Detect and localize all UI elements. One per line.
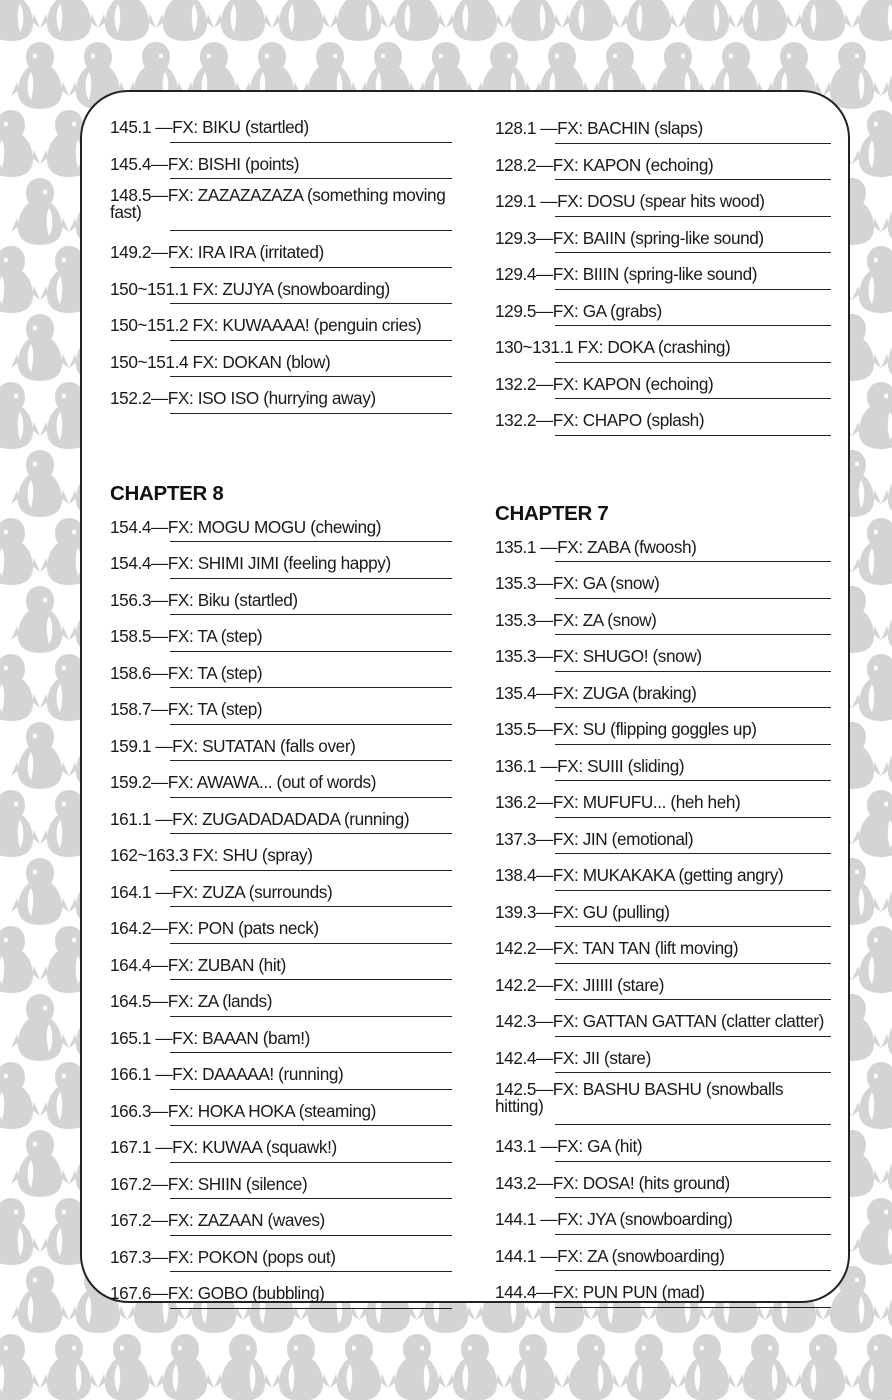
- fx-entry-underline: [555, 817, 831, 818]
- fx-entry-underline: [170, 578, 452, 579]
- left-column: [110, 114, 452, 1317]
- fx-entry-underline: [555, 744, 831, 745]
- fx-entry-text: 139.3—FX: GU (pulling): [495, 901, 670, 922]
- fx-entry: [110, 879, 452, 916]
- fx-entry: [110, 1207, 452, 1244]
- penguin-silhouette-icon: [879, 854, 892, 928]
- fx-entry-underline: [170, 178, 452, 179]
- fx-entry-underline: [170, 687, 452, 688]
- fx-entry-underline: [555, 143, 831, 144]
- fx-entry-underline: [170, 614, 452, 615]
- penguin-silhouette-icon: [879, 718, 892, 792]
- fx-entry-text: 135.3—FX: SHUGO! (snow): [495, 646, 702, 666]
- fx-entry-underline: [170, 1235, 452, 1236]
- penguin-silhouette-icon: [879, 174, 892, 248]
- right-column: [495, 115, 831, 1316]
- fx-entry-underline: [170, 1308, 452, 1309]
- fx-entry: [110, 514, 452, 551]
- fx-entry: [495, 334, 831, 371]
- penguin-silhouette-icon: [0, 922, 42, 996]
- fx-entry-text: 161.1 —FX: ZUGADADADADA (running): [110, 808, 410, 829]
- fx-entry-text: 164.2—FX: PON (pats neck): [110, 918, 319, 938]
- fx-entry-text: 132.2—FX: CHAPO (splash): [495, 410, 705, 430]
- fx-entry: [495, 607, 831, 644]
- fx-entry-underline: [170, 303, 452, 304]
- penguin-silhouette-icon: [9, 1262, 71, 1336]
- fx-entry-text: 158.7—FX: TA (step): [110, 699, 263, 719]
- fx-entry-text: 150~151.1 FX: ZUJYA (snowboarding): [110, 278, 390, 299]
- fx-entry: [110, 276, 452, 313]
- fx-entry-text: 154.4—FX: MOGU MOGU (chewing): [110, 516, 382, 537]
- fx-entry-underline: [555, 362, 831, 363]
- fx-entry-underline: [555, 671, 831, 672]
- fx-entry-text: 138.4—FX: MUKAKAKA (getting angry): [495, 865, 784, 885]
- fx-entry-text: 142.2—FX: TAN TAN (lift moving): [495, 938, 739, 958]
- fx-entry: [110, 623, 452, 660]
- fx-entry: [110, 151, 452, 188]
- fx-entry-text: 158.5—FX: TA (step): [110, 626, 263, 646]
- fx-entry-underline: [170, 1125, 452, 1126]
- penguin-silhouette-icon: [38, 1330, 100, 1400]
- fx-entry: [110, 1061, 452, 1098]
- fx-entry-underline: [555, 1197, 831, 1198]
- fx-entry: [495, 1008, 831, 1045]
- penguin-silhouette-icon: [0, 650, 42, 724]
- penguin-silhouette-icon: [850, 514, 892, 588]
- penguin-silhouette-icon: [270, 1330, 332, 1400]
- fx-entry: [110, 1025, 452, 1062]
- fx-entry-underline: [170, 1198, 452, 1199]
- fx-entry-underline: [555, 561, 831, 562]
- fx-entry-text: 132.2—FX: KAPON (echoing): [495, 373, 714, 394]
- penguin-silhouette-icon: [850, 1330, 892, 1400]
- fx-entry: [110, 806, 452, 843]
- fx-entry-text: 167.1 —FX: KUWAA (squawk!): [110, 1137, 337, 1157]
- penguin-silhouette-icon: [9, 38, 71, 112]
- fx-entry: [110, 312, 452, 349]
- penguin-silhouette-icon: [9, 1126, 71, 1200]
- fx-entry-text: 135.3—FX: ZA (snow): [495, 609, 657, 630]
- fx-entry: [495, 188, 831, 225]
- fx-entry-underline: [170, 1162, 452, 1163]
- penguin-silhouette-icon: [850, 1194, 892, 1268]
- fx-entry-text: 154.4—FX: SHIMI JIMI (feeling happy): [110, 553, 391, 573]
- fx-entry: [110, 769, 452, 806]
- fx-entry-text: 143.2—FX: DOSA! (hits ground): [495, 1172, 730, 1193]
- fx-entry-text: 136.1 —FX: SUIII (sliding): [495, 755, 685, 776]
- fx-entry-text: 167.3—FX: POKON (pops out): [110, 1246, 336, 1267]
- fx-entry: [495, 261, 831, 298]
- fx-entry-underline: [555, 707, 831, 708]
- fx-entry: [110, 733, 452, 770]
- fx-entry-text: 135.3—FX: GA (snow): [495, 573, 660, 593]
- penguin-silhouette-icon: [850, 650, 892, 724]
- fx-entry: [495, 371, 831, 408]
- penguin-silhouette-icon: [0, 786, 42, 860]
- fx-entry-text: 165.1 —FX: BAAAN (bam!): [110, 1027, 310, 1048]
- chapter-7-heading: CHAPTER 7: [495, 501, 609, 525]
- fx-entry-text: 164.4—FX: ZUBAN (hit): [110, 954, 286, 975]
- fx-entry-text: 135.5—FX: SU (flipping goggles up): [495, 719, 757, 739]
- fx-entry: [495, 1243, 831, 1280]
- penguin-silhouette-icon: [0, 242, 42, 316]
- fx-entry-underline: [555, 926, 831, 927]
- fx-entry-text: 135.1 —FX: ZABA (fwoosh): [495, 536, 697, 557]
- penguin-silhouette-icon: [444, 1330, 506, 1400]
- penguin-silhouette-icon: [879, 38, 892, 112]
- penguin-silhouette-icon: [9, 446, 71, 520]
- fx-entry: [110, 239, 452, 276]
- fx-entry-text: 167.6—FX: GOBO (bubbling): [110, 1283, 325, 1303]
- fx-entry-text: 142.3—FX: GATTAN GATTAN (clatter clatter): [495, 1011, 824, 1031]
- penguin-silhouette-icon: [0, 514, 42, 588]
- fx-entry-text: 137.3—FX: JIN (emotional): [495, 828, 694, 849]
- fx-entry: [110, 1171, 452, 1208]
- penguin-silhouette-icon: [328, 1330, 390, 1400]
- fx-entry-text: 159.1 —FX: SUTATAN (falls over): [110, 735, 356, 756]
- penguin-silhouette-icon: [386, 1330, 448, 1400]
- fx-entry-text: 166.1 —FX: DAAAAA! (running): [110, 1064, 344, 1084]
- fx-entry-underline: [170, 340, 452, 341]
- fx-entry: [495, 862, 831, 899]
- fx-entry-text: 144.4—FX: PUN PUN (mad): [495, 1282, 705, 1302]
- fx-entry: [110, 550, 452, 587]
- fx-entry-underline: [555, 289, 831, 290]
- penguin-silhouette-icon: [879, 582, 892, 656]
- fx-entry-underline: [170, 376, 452, 377]
- penguin-silhouette-icon: [502, 1330, 564, 1400]
- fx-entry-underline: [555, 963, 831, 964]
- penguin-silhouette-icon: [9, 174, 71, 248]
- penguin-silhouette-icon: [850, 1058, 892, 1132]
- fx-entry-underline: [170, 541, 452, 542]
- fx-entry-text: 142.4—FX: JII (stare): [495, 1047, 651, 1068]
- fx-entry-underline: [555, 853, 831, 854]
- left-entries-bottom: [110, 514, 452, 1317]
- fx-entry: [110, 842, 452, 879]
- right-entries-top: [495, 115, 831, 444]
- penguin-silhouette-icon: [850, 922, 892, 996]
- fx-entry-text: 164.5—FX: ZA (lands): [110, 991, 273, 1011]
- penguin-silhouette-icon: [879, 1262, 892, 1336]
- penguin-silhouette-icon: [212, 1330, 274, 1400]
- fx-entry-underline: [555, 890, 831, 891]
- fx-entry: [495, 643, 831, 680]
- fx-entry: [110, 385, 452, 422]
- fx-entry-text: 130~131.1 FX: DOKA (crashing): [495, 337, 731, 357]
- fx-entry-underline: [170, 979, 452, 980]
- fx-entry: [110, 660, 452, 697]
- fx-entry-text: 152.2—FX: ISO ISO (hurrying away): [110, 388, 376, 408]
- fx-entry-underline: [170, 230, 452, 231]
- penguin-silhouette-icon: [792, 1330, 854, 1400]
- penguin-silhouette-icon: [879, 990, 892, 1064]
- fx-entry: [110, 988, 452, 1025]
- fx-entry-underline: [555, 179, 831, 180]
- penguin-silhouette-icon: [9, 582, 71, 656]
- fx-entry-underline: [170, 833, 452, 834]
- fx-entry: [110, 1098, 452, 1135]
- fx-entry: [495, 115, 831, 152]
- penguin-silhouette-icon: [850, 106, 892, 180]
- penguin-silhouette-icon: [879, 310, 892, 384]
- fx-entry: [495, 298, 831, 335]
- fx-entry: [110, 952, 452, 989]
- fx-entry-underline: [555, 325, 831, 326]
- fx-entry: [110, 1280, 452, 1317]
- fx-entry-text: 129.3—FX: BAIIN (spring-like sound): [495, 227, 764, 248]
- chapter-8-heading: CHAPTER 8: [110, 481, 224, 505]
- penguin-silhouette-icon: [0, 1058, 42, 1132]
- penguin-silhouette-icon: [850, 242, 892, 316]
- fx-entry-underline: [170, 1016, 452, 1017]
- fx-entry-text: 128.1 —FX: BACHIN (slaps): [495, 118, 703, 138]
- penguin-silhouette-icon: [850, 378, 892, 452]
- fx-entry-text: 167.2—FX: ZAZAAN (waves): [110, 1210, 325, 1230]
- penguin-silhouette-icon: [560, 1330, 622, 1400]
- penguin-silhouette-icon: [154, 1330, 216, 1400]
- fx-entry: [495, 826, 831, 863]
- penguin-silhouette-icon: [0, 1330, 42, 1400]
- fx-entry-text: 128.2—FX: KAPON (echoing): [495, 154, 714, 175]
- penguin-silhouette-icon: [9, 854, 71, 928]
- fx-entry-underline: [555, 780, 831, 781]
- fx-entry-text: 144.1 —FX: JYA (snowboarding): [495, 1209, 733, 1229]
- penguin-silhouette-icon: [9, 990, 71, 1064]
- fx-entry-text: 142.2—FX: JIIIII (stare): [495, 974, 665, 995]
- fx-entry: [110, 187, 452, 239]
- fx-entry-text: 158.6—FX: TA (step): [110, 662, 263, 683]
- penguin-silhouette-icon: [0, 1194, 42, 1268]
- fx-entry-text: 143.1 —FX: GA (hit): [495, 1136, 643, 1156]
- penguin-silhouette-icon: [9, 310, 71, 384]
- fx-entry-underline: [170, 1271, 452, 1272]
- fx-entry-text: 129.4—FX: BIIIN (spring-like sound): [495, 264, 758, 284]
- fx-entry-text: 136.2—FX: MUFUFU... (heh heh): [495, 792, 741, 812]
- fx-entry-text: 129.5—FX: GA (grabs): [495, 300, 662, 321]
- fx-entry: [495, 972, 831, 1009]
- fx-entry-text: 150~151.4 FX: DOKAN (blow): [110, 351, 331, 372]
- fx-entry: [495, 534, 831, 571]
- fx-entry: [495, 570, 831, 607]
- fx-entry-underline: [170, 943, 452, 944]
- fx-entry-underline: [555, 398, 831, 399]
- fx-entry-text: 142.5—FX: BASHU BASHU (snowballs hitting): [495, 1079, 784, 1116]
- penguin-silhouette-icon: [879, 446, 892, 520]
- penguin-silhouette-icon: [850, 786, 892, 860]
- fx-entry: [495, 935, 831, 972]
- penguin-silhouette-icon: [96, 1330, 158, 1400]
- fx-entry: [110, 114, 452, 151]
- fx-entry: [495, 1279, 831, 1316]
- fx-entry: [110, 915, 452, 952]
- fx-entry-text: 166.3—FX: HOKA HOKA (steaming): [110, 1100, 376, 1121]
- fx-entry: [110, 696, 452, 733]
- fx-entry-text: 145.1 —FX: BIKU (startled): [110, 117, 309, 137]
- right-entries-bottom: [495, 534, 831, 1316]
- fx-entry-text: 129.1 —FX: DOSU (spear hits wood): [495, 191, 765, 211]
- fx-entry-underline: [170, 870, 452, 871]
- fx-entry: [495, 1206, 831, 1243]
- fx-entry: [110, 587, 452, 624]
- fx-entry-underline: [555, 634, 831, 635]
- fx-entry-underline: [555, 598, 831, 599]
- fx-entry-text: 159.2—FX: AWAWA... (out of words): [110, 772, 377, 792]
- fx-entry-underline: [170, 651, 452, 652]
- fx-entry-underline: [170, 797, 452, 798]
- fx-entry-underline: [555, 1072, 831, 1073]
- fx-entry: [495, 716, 831, 753]
- fx-entry-text: 149.2—FX: IRA IRA (irritated): [110, 242, 324, 262]
- fx-entry: [495, 225, 831, 262]
- fx-entry-underline: [170, 906, 452, 907]
- fx-entry: [110, 1134, 452, 1171]
- fx-entry-text: 145.4—FX: BISHI (points): [110, 153, 300, 174]
- fx-entry-underline: [170, 267, 452, 268]
- fx-entry: [495, 1081, 831, 1133]
- fx-entry-text: 162~163.3 FX: SHU (spray): [110, 845, 313, 865]
- fx-entry-underline: [555, 1036, 831, 1037]
- fx-entry-underline: [170, 1089, 452, 1090]
- fx-entry-underline: [555, 1234, 831, 1235]
- penguin-silhouette-icon: [9, 718, 71, 792]
- fx-entry-underline: [170, 1052, 452, 1053]
- fx-entry-text: 150~151.2 FX: KUWAAAA! (penguin cries): [110, 315, 422, 335]
- fx-entry: [495, 753, 831, 790]
- penguin-silhouette-icon: [618, 1330, 680, 1400]
- fx-entry: [110, 349, 452, 386]
- fx-entry-underline: [555, 1270, 831, 1271]
- fx-entry-underline: [555, 1161, 831, 1162]
- fx-entry-underline: [555, 1124, 831, 1125]
- fx-entry-text: 148.5—FX: ZAZAZAZAZA (something moving fast): [110, 185, 446, 222]
- fx-entry: [495, 1133, 831, 1170]
- fx-entry-underline: [170, 760, 452, 761]
- penguin-silhouette-icon: [0, 106, 42, 180]
- fx-entry-text: 167.2—FX: SHIIN (silence): [110, 1173, 308, 1194]
- fx-entry: [495, 899, 831, 936]
- fx-entry: [495, 152, 831, 189]
- fx-entry-underline: [555, 999, 831, 1000]
- fx-entry-text: 144.1 —FX: ZA (snowboarding): [495, 1245, 725, 1266]
- fx-entry: [495, 1045, 831, 1082]
- fx-entry-underline: [555, 435, 831, 436]
- fx-entry: [495, 789, 831, 826]
- penguin-silhouette-icon: [734, 1330, 796, 1400]
- fx-entry-text: 164.1 —FX: ZUZA (surrounds): [110, 881, 333, 902]
- fx-entry: [110, 1244, 452, 1281]
- fx-entry-underline: [555, 216, 831, 217]
- fx-entry-underline: [555, 1307, 831, 1308]
- penguin-silhouette-icon: [879, 1126, 892, 1200]
- fx-entry-underline: [170, 413, 452, 414]
- fx-entry-text: 156.3—FX: Biku (startled): [110, 589, 298, 610]
- fx-entry: [495, 680, 831, 717]
- fx-entry: [495, 1170, 831, 1207]
- fx-entry-underline: [170, 142, 452, 143]
- fx-entry-text: 135.4—FX: ZUGA (braking): [495, 682, 697, 703]
- fx-entry-underline: [555, 252, 831, 253]
- left-entries-top: [110, 114, 452, 422]
- fx-entry-underline: [170, 724, 452, 725]
- penguin-silhouette-icon: [0, 378, 42, 452]
- penguin-silhouette-icon: [676, 1330, 738, 1400]
- fx-entry: [495, 407, 831, 444]
